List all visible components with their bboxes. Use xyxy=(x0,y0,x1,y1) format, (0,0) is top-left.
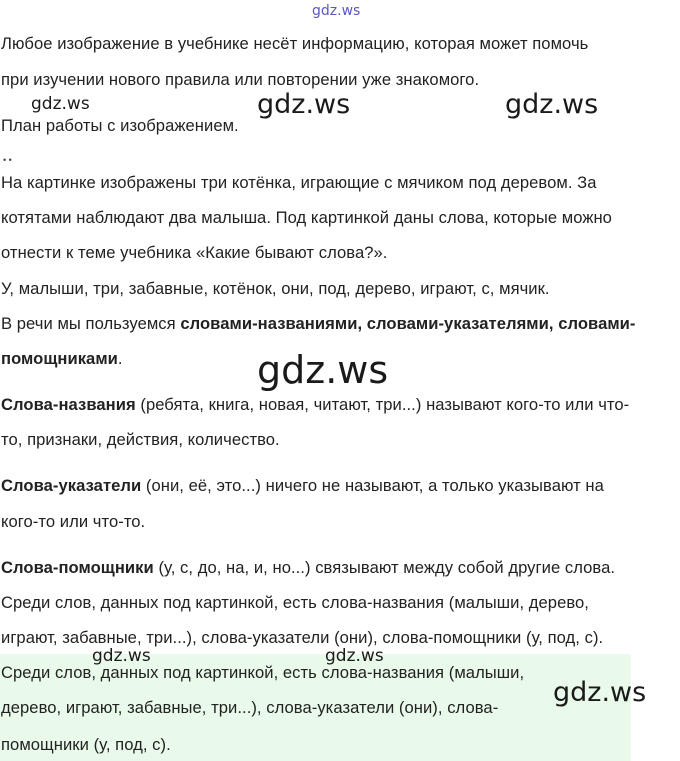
watermark-1: gdz.ws xyxy=(31,94,90,114)
speech-end: . xyxy=(117,349,123,368)
pointers-line-1 xyxy=(1,468,604,503)
intro-line-2: при изучении нового правила или повторении уже знакомого. xyxy=(1,70,480,89)
helpers-line-2: Среди слов, данных под картинкой, есть слова-названия (малыши, дерево, xyxy=(1,593,589,612)
description-line-3: отнести к теме учебника «Какие бывают слова?». xyxy=(1,243,388,262)
names-rest: (ребята, книга, новая, читают, три...) называют кого-то или что- xyxy=(135,395,630,414)
names-line-2: то, признаки, действия, количество. xyxy=(1,430,280,449)
watermark-header: gdz.ws xyxy=(312,3,361,19)
watermark-6: gdz.ws xyxy=(325,646,384,666)
speech-bold-1: словами-названиями, словами-указателями, словами- xyxy=(180,314,636,333)
watermark-7: gdz.ws xyxy=(553,677,647,708)
watermark-5: gdz.ws xyxy=(92,646,151,666)
speech-bold-2: помощниками xyxy=(1,349,118,368)
watermark-4: gdz.ws xyxy=(257,348,389,392)
speech-line-1 xyxy=(1,306,636,341)
answer-line-2: дерево, играют, забавные, три...), слова-указатели (они), слова- xyxy=(1,698,499,717)
speech-prefix: В речи мы пользуемся xyxy=(1,314,181,333)
pointers-line-2: кого-то или что-то. xyxy=(1,512,146,531)
watermark-2: gdz.ws xyxy=(257,89,351,120)
helpers-rest: (у, с, до, на, и, но...) связывают между собой другие слова. xyxy=(153,558,616,577)
answer-line-3: помощники (у, под, с). xyxy=(1,735,171,754)
speech-line-2 xyxy=(1,341,123,376)
plan-heading: План работы с изображением. xyxy=(1,116,239,135)
watermark-3: gdz.ws xyxy=(505,89,599,120)
word-list: У, малыши, три, забавные, котёнок, они, под, дерево, играют, с, мячик. xyxy=(1,279,550,298)
bullet-dots: • • xyxy=(3,155,12,165)
description-line-2: котятами наблюдают два малыша. Под картинкой даны слова, которые можно xyxy=(1,208,612,227)
description-line-1: На картинке изображены три котёнка, играющие с мячиком под деревом. За xyxy=(1,173,597,192)
helpers-term: Слова-помощники xyxy=(1,558,154,577)
pointers-rest: (они, её, это...) ничего не называют, а только указывают на xyxy=(141,476,604,495)
names-line-1 xyxy=(1,387,629,422)
helpers-line-3: играют, забавные, три...), слова-указатели (они), слова-помощники (у, под, с). xyxy=(1,628,604,647)
names-term: Слова-названия xyxy=(1,395,136,414)
intro-line-1: Любое изображение в учебнике несёт информацию, которая может помочь xyxy=(1,34,589,53)
answer-line-1: Среди слов, данных под картинкой, есть слова-названия (малыши, xyxy=(1,663,525,682)
pointers-term: Слова-указатели xyxy=(1,476,142,495)
helpers-line-1 xyxy=(1,550,615,585)
